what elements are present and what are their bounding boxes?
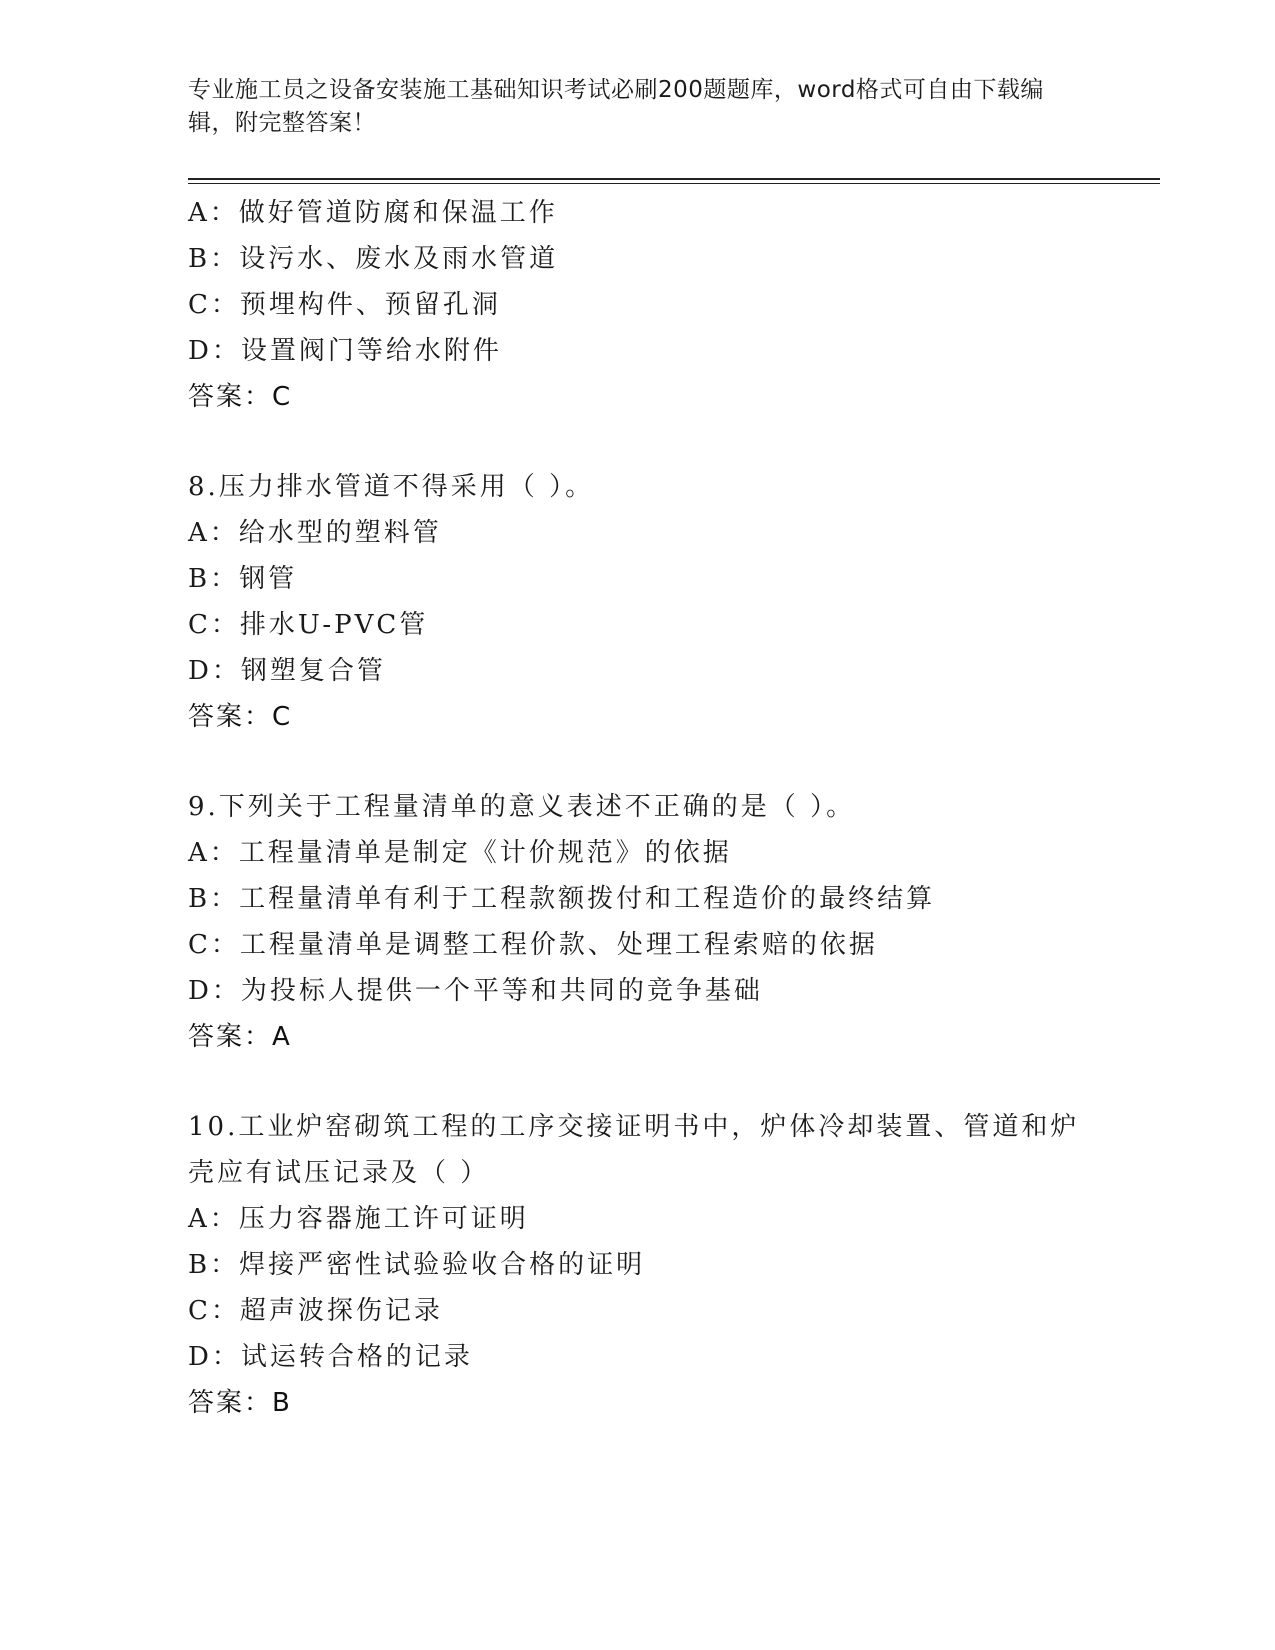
question-item	[188, 784, 1088, 1060]
option-d: D：试运转合格的记录	[188, 1342, 473, 1372]
question-item	[188, 1104, 1088, 1426]
option-c: C：工程量清单是调整工程价款、处理工程索赔的依据	[188, 930, 878, 960]
question-stem: 8.压力排水管道不得采用（ ）。	[188, 472, 595, 502]
option-a: A：给水型的塑料管	[188, 518, 442, 548]
option-a: A：做好管道防腐和保温工作	[188, 198, 558, 228]
option-c: C：超声波探伤记录	[188, 1296, 443, 1326]
option-a: A：压力容器施工许可证明	[188, 1204, 529, 1234]
answer-line: 答案：C	[188, 702, 293, 732]
option-b: B：工程量清单有利于工程款额拨付和工程造价的最终结算	[188, 884, 936, 914]
question-stem: 10.工业炉窑砌筑工程的工序交接证明书中，炉体冷却装置、管道和炉壳应有试压记录及（ ）	[188, 1112, 1080, 1188]
option-b: B：焊接严密性试验验收合格的证明	[188, 1250, 646, 1280]
question-item	[188, 464, 1088, 740]
option-d: D：钢塑复合管	[188, 656, 386, 686]
header-divider-thin	[188, 183, 1160, 184]
option-a: A：工程量清单是制定《计价规范》的依据	[188, 838, 732, 868]
option-c: C：预埋构件、预留孔洞	[188, 290, 501, 320]
document-header-title: 专业施工员之设备安装施工基础知识考试必刷200题题库，word格式可自由下载编辑，附完整答案！	[188, 77, 1044, 136]
option-c: C：排水U-PVC管	[188, 610, 429, 640]
header-divider	[188, 178, 1160, 180]
option-d: D：设置阀门等给水附件	[188, 336, 502, 366]
option-b: B：设污水、废水及雨水管道	[188, 244, 559, 274]
answer-line: 答案：A	[188, 1022, 292, 1052]
option-b: B：钢管	[188, 564, 298, 594]
question-stem: 9.下列关于工程量清单的意义表述不正确的是（ ）。	[188, 792, 856, 822]
question-item	[188, 190, 1088, 420]
option-d: D：为投标人提供一个平等和共同的竞争基础	[188, 976, 763, 1006]
answer-line: 答案：B	[188, 1388, 292, 1418]
answer-line: 答案：C	[188, 382, 293, 412]
question-list	[188, 190, 1088, 1426]
